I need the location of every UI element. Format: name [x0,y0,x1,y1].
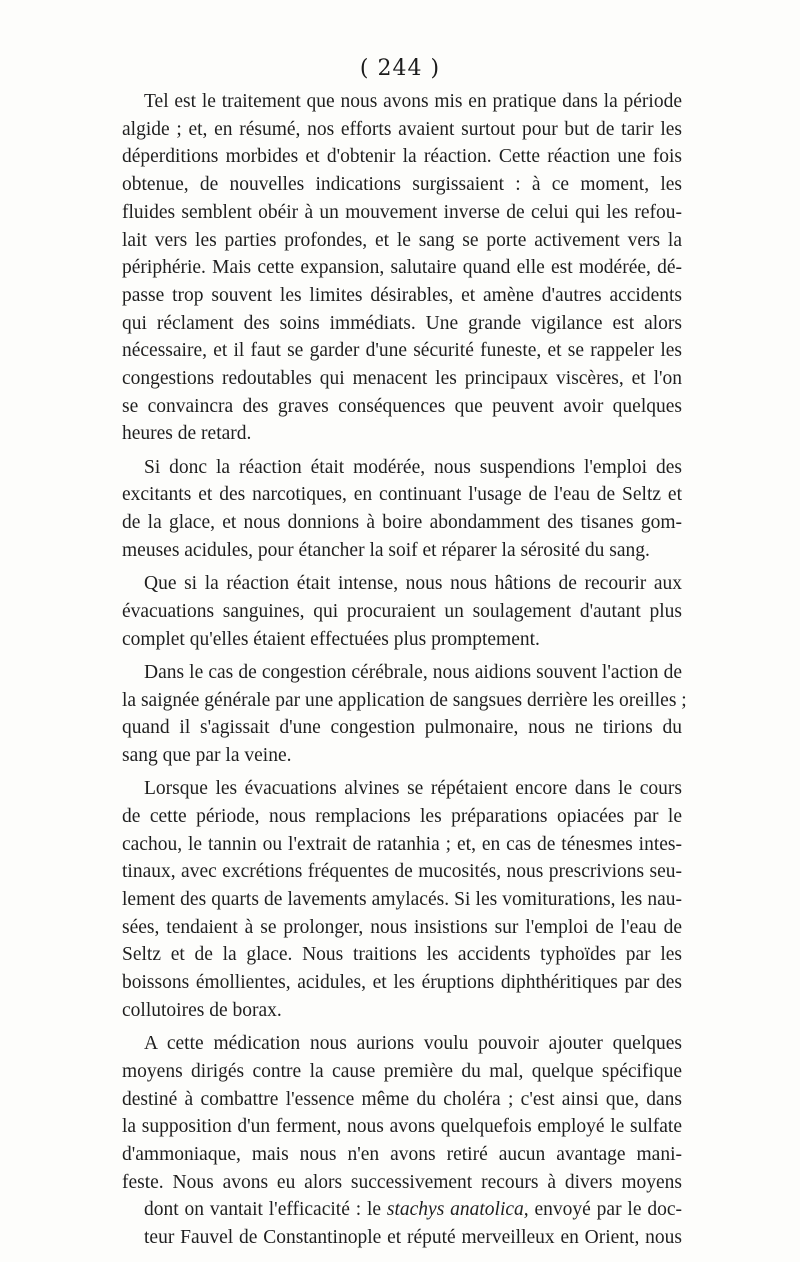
text-line: destiné à combattre l'essence même du choléra ; c'est ainsi que, dans [122,1088,682,1110]
text-line: qui réclament des soins immédiats. Une grande vigilance est alors [122,312,682,334]
text-line: la saignée générale par une application de sangsues derrière les oreilles ; [122,689,687,711]
text-line: lait vers les parties profondes, et le sang se porte activement vers la [122,229,682,251]
text-line: se convaincra des graves conséquences que peuvent avoir quelques [122,395,682,417]
text-line: A cette médication nous aurions voulu pouvoir ajouter quelques [144,1033,682,1055]
text-line: complet qu'elles étaient effectuées plus promptement. [122,628,540,650]
text-line: cachou, le tannin ou l'extrait de ratanhia ; et, en cas de ténesmes intes- [122,833,682,855]
text-line: la supposition d'un ferment, nous avons quelquefois employé le sulfate [122,1116,682,1138]
text-line: boissons émollientes, acidules, et les éruptions diphthéritiques par des [122,972,682,994]
text-line: Seltz et de la glace. Nous traitions les accidents typhoïdes par les [122,944,682,966]
text-line: collutoires de borax. [122,999,282,1021]
page-number: ( 244 ) [359,56,441,81]
text-line-final: teur Fauvel de Constantinople et réputé merveilleux en Orient, nous [144,1227,682,1249]
text-line: Lorsque les évacuations alvines se répétaient encore dans le cours [144,778,682,800]
paragraph [122,659,687,770]
text-line: lement des quarts de lavements amylacés. Si les vomiturations, les nau- [122,889,682,911]
text-line: nécessaire, et il faut se garder d'une sécurité funeste, et se rappeler les [122,340,682,362]
text-line: excitants et des narcotiques, en continuant l'usage de l'eau de Seltz et [122,484,682,506]
paragraph-closing [122,1196,682,1251]
text-line: Tel est le traitement que nous avons mis en pratique dans la période [144,91,682,112]
text-line: périphérie. Mais cette expansion, salutaire quand elle est modérée, dé- [122,257,682,279]
text-line: algide ; et, en résumé, nos efforts avaient surtout pour but de tarir les [122,118,682,140]
text-line: d'ammoniaque, mais nous n'en avons retiré aucun avantage mani- [122,1143,682,1165]
text-line: fluides semblent obéir à un mouvement inverse de celui qui les refou- [122,201,682,223]
text-line: heures de retard. [122,423,252,445]
text-line: sées, tendaient à se prolonger, nous insistions sur l'emploi de l'eau de [122,916,682,938]
text-line: meuses acidules, pour étancher la soif et réparer la sérosité du sang. [122,539,650,561]
text-line: feste. Nous avons eu alors successivement recours à divers moyens [122,1171,682,1193]
paragraph-list [122,88,687,1196]
text-line: Dans le cas de congestion cérébrale, nous aidions souvent l'action de [144,661,682,683]
text-line: tinaux, avec excrétions fréquentes de mucosités, nous prescrivions seu- [122,861,682,883]
text-line: congestions redoutables qui menacent les principaux viscères, et l'on [122,368,682,390]
italic-term: stachys anatolica, [386,1199,529,1221]
text-line: de cette période, nous remplacions les préparations opiacées par le [122,805,682,827]
text-line: de la glace, et nous donnions à boire abondamment des tisanes gom- [122,512,682,534]
text-line-italic: dont on vantait l'efficacité : le stachys anatolica, envoyé par le doc- [144,1199,682,1221]
paragraph [122,88,682,448]
text-line: déperditions morbides et d'obtenir la réaction. Cette réaction une fois [122,146,682,168]
text-line: Que si la réaction était intense, nous nous hâtions de recourir aux [144,573,682,595]
page-body [122,88,687,1257]
paragraph [122,454,682,565]
text-line: obtenue, de nouvelles indications surgissaient : à ce moment, les [122,174,682,196]
text-line: passe trop souvent les limites désirables, et amène d'autres accidents [122,284,682,306]
text-line: moyens dirigés contre la cause première du mal, quelque spécifique [122,1060,682,1082]
text-line: évacuations sanguines, qui procuraient un soulagement d'autant plus [122,600,682,622]
paragraph [122,570,682,653]
paragraph [122,775,682,1024]
text-line: quand il s'agissait d'une congestion pulmonaire, nous ne tirions du [122,717,682,739]
text-line: sang que par la veine. [122,744,292,766]
paragraph [122,1030,682,1196]
text-line: Si donc la réaction était modérée, nous suspendions l'emploi des [144,456,682,478]
